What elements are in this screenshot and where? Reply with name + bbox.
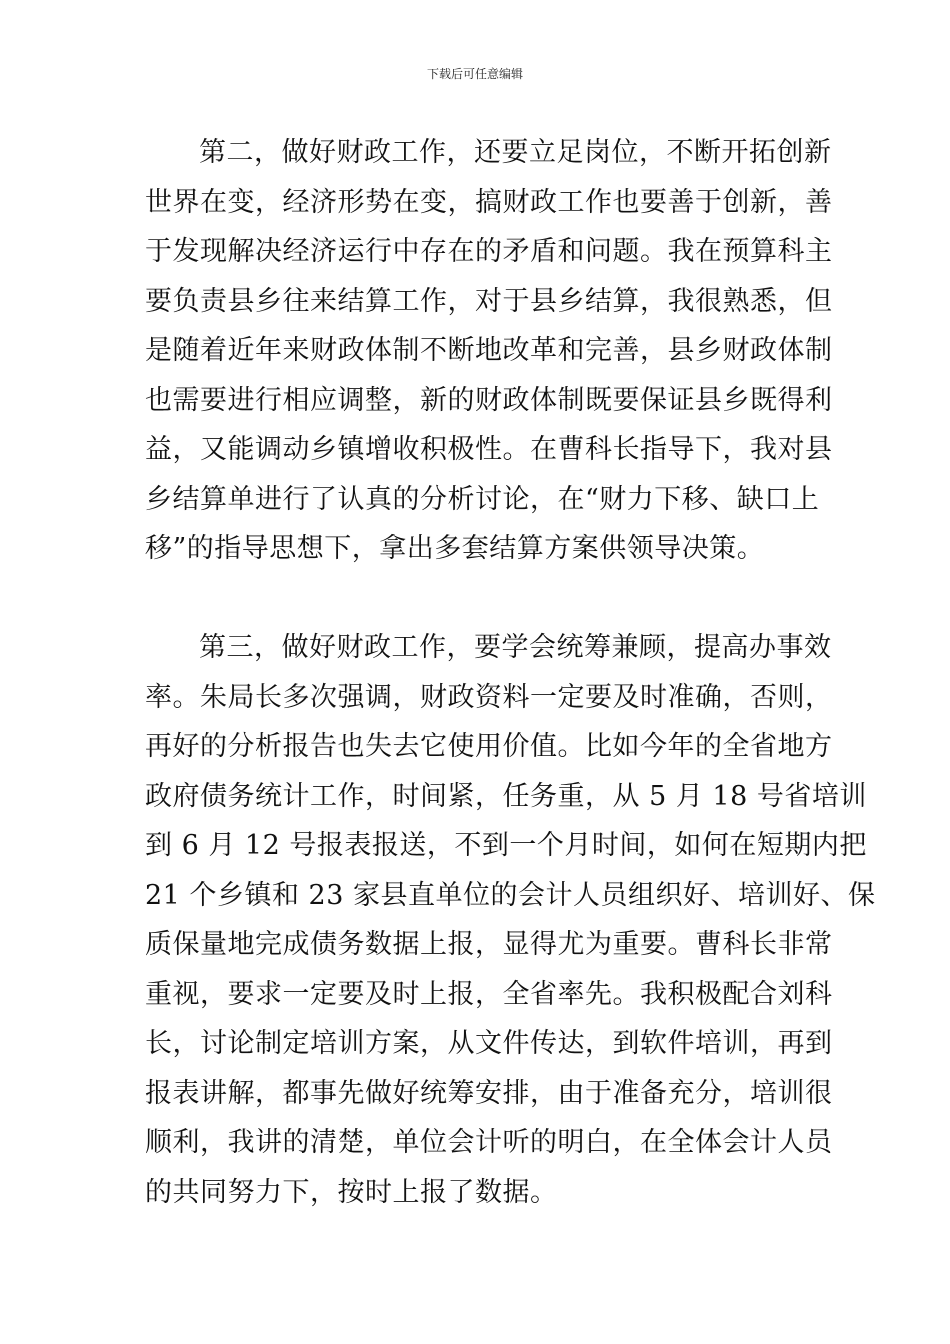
- paragraph-line: 到 6 月 12 号报表报送，不到一个月时间，如何在短期内把: [145, 830, 867, 861]
- paragraph-line: 移”的指导思想下，拿出多套结算方案供领导决策。: [145, 533, 765, 564]
- paragraph-line: 率。朱局长多次强调，财政资料一定要及时准确，否则，: [145, 681, 833, 713]
- paragraph-line: 世界在变，经济形势在变，搞财政工作也要善于创新，善: [145, 186, 833, 218]
- paragraph-line: 益，又能调动乡镇增收积极性。在曹科长指导下，我对县: [145, 434, 833, 465]
- paragraph-line: 长，讨论制定培训方案，从文件传达，到软件培训，再到: [145, 1028, 833, 1059]
- paragraph-second: [145, 128, 833, 574]
- paragraph-line: 的共同努力下，按时上报了数据。: [145, 1176, 558, 1208]
- paragraph-line: 报表讲解，都事先做好统筹安排，由于准备充分，培训很: [145, 1077, 833, 1109]
- document-body: [145, 128, 876, 1217]
- paragraph-third: [145, 623, 876, 1217]
- paragraph-line: 第三，做好财政工作，要学会统筹兼顾，提高办事效: [199, 632, 832, 663]
- paragraph-line: 要负责县乡往来结算工作，对于县乡结算，我很熟悉，但: [145, 285, 833, 317]
- paragraph-line: 于发现解决经济运行中存在的矛盾和问题。我在预算科主: [145, 236, 833, 267]
- paragraph-line: 质保量地完成债务数据上报，显得尤为重要。曹科长非常: [145, 929, 833, 960]
- paragraph-line: 是随着近年来财政体制不断地改革和完善，县乡财政体制: [145, 335, 833, 366]
- paragraph-line: 政府债务统计工作，时间紧，任务重，从 5 月 18 号省培训: [145, 780, 867, 812]
- paragraph-line: 乡结算单进行了认真的分析讨论，在“财力下移、缺口上: [145, 483, 820, 515]
- paragraph-line: 顺利，我讲的清楚，单位会计听的明白，在全体会计人员: [145, 1127, 833, 1158]
- page-header-note: 下载后可任意编辑: [426, 67, 523, 81]
- paragraph-line: 再好的分析报告也失去它使用价值。比如今年的全省地方: [145, 731, 833, 762]
- paragraph-line: 也需要进行相应调整，新的财政体制既要保证县乡既得利: [145, 384, 833, 416]
- paragraph-line: 21 个乡镇和 23 家县直单位的会计人员组织好、培训好、保: [145, 879, 876, 911]
- paragraph-line: 第二，做好财政工作，还要立足岗位，不断开拓创新: [199, 137, 832, 168]
- paragraph-line: 重视，要求一定要及时上报，全省率先。我积极配合刘科: [145, 978, 833, 1010]
- paragraph-gap: [145, 574, 810, 624]
